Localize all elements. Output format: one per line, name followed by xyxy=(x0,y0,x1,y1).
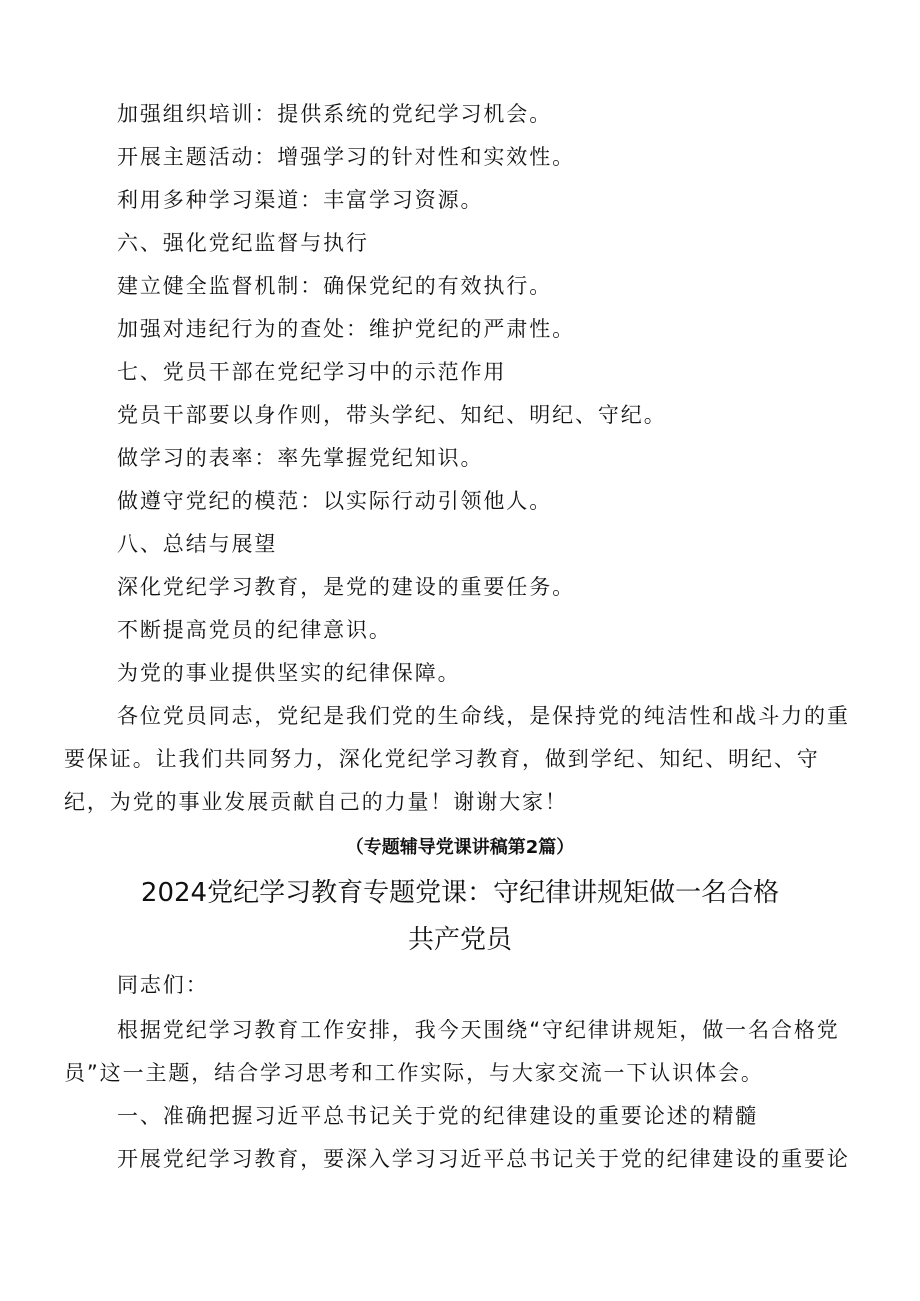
closing-paragraph-line: 要保证。让我们共同努力，深化党纪学习教育，做到学纪、知纪、明纪、守 xyxy=(64,747,820,771)
article-title-continued: 共产党员 xyxy=(407,925,512,955)
section-heading: 一、准确把握习近平总书记关于党的纪律建设的重要论述的精髓 xyxy=(117,1104,759,1128)
section-heading: 八、总结与展望 xyxy=(117,532,278,556)
section-heading: 七、党员干部在党纪学习中的示范作用 xyxy=(117,360,507,384)
closing-paragraph-line: 纪，为党的事业发展贡献自己的力量！谢谢大家！ xyxy=(64,790,568,814)
text-line: 利用多种学习渠道：丰富学习资源。 xyxy=(117,188,484,212)
text-line: 为党的事业提供坚实的纪律保障。 xyxy=(117,661,461,685)
text-line: 深化党纪学习教育，是党的建设的重要任务。 xyxy=(117,575,575,599)
intro-paragraph-line: 员”这一主题，结合学习思考和工作实际，与大家交流一下认识体会。 xyxy=(64,1061,764,1085)
text-line: 建立健全监督机制：确保党纪的有效执行。 xyxy=(117,274,553,298)
text-line: 党员干部要以身作则，带头学纪、知纪、明纪、守纪。 xyxy=(117,403,667,427)
text-line: 开展主题活动：增强学习的针对性和实效性。 xyxy=(117,145,575,169)
text-line: 做学习的表率：率先掌握党纪知识。 xyxy=(117,446,484,470)
salutation: 同志们： xyxy=(117,973,209,997)
text-line: 不断提高党员的纪律意识。 xyxy=(117,618,392,642)
text-line: 加强对违纪行为的查处：维护党纪的严肃性。 xyxy=(117,317,575,341)
intro-paragraph-line: 根据党纪学习教育工作安排，我今天围绕“守纪律讲规矩，做一名合格党 xyxy=(117,1018,840,1042)
text-line: 开展党纪学习教育，要深入学习习近平总书记关于党的纪律建设的重要论 xyxy=(117,1147,850,1171)
section-heading: 六、强化党纪监督与执行 xyxy=(117,231,369,255)
article-subtitle: （专题辅导党课讲稿第2篇） xyxy=(345,837,575,858)
text-line: 加强组织培训：提供系统的党纪学习机会。 xyxy=(117,102,553,126)
article-title: 2024党纪学习教育专题党课：守纪律讲规矩做一名合格 xyxy=(140,878,780,908)
text-line: 做遵守党纪的模范：以实际行动引领他人。 xyxy=(117,489,553,513)
closing-paragraph-line: 各位党员同志，党纪是我们党的生命线，是保持党的纯洁性和战斗力的重 xyxy=(117,704,850,728)
